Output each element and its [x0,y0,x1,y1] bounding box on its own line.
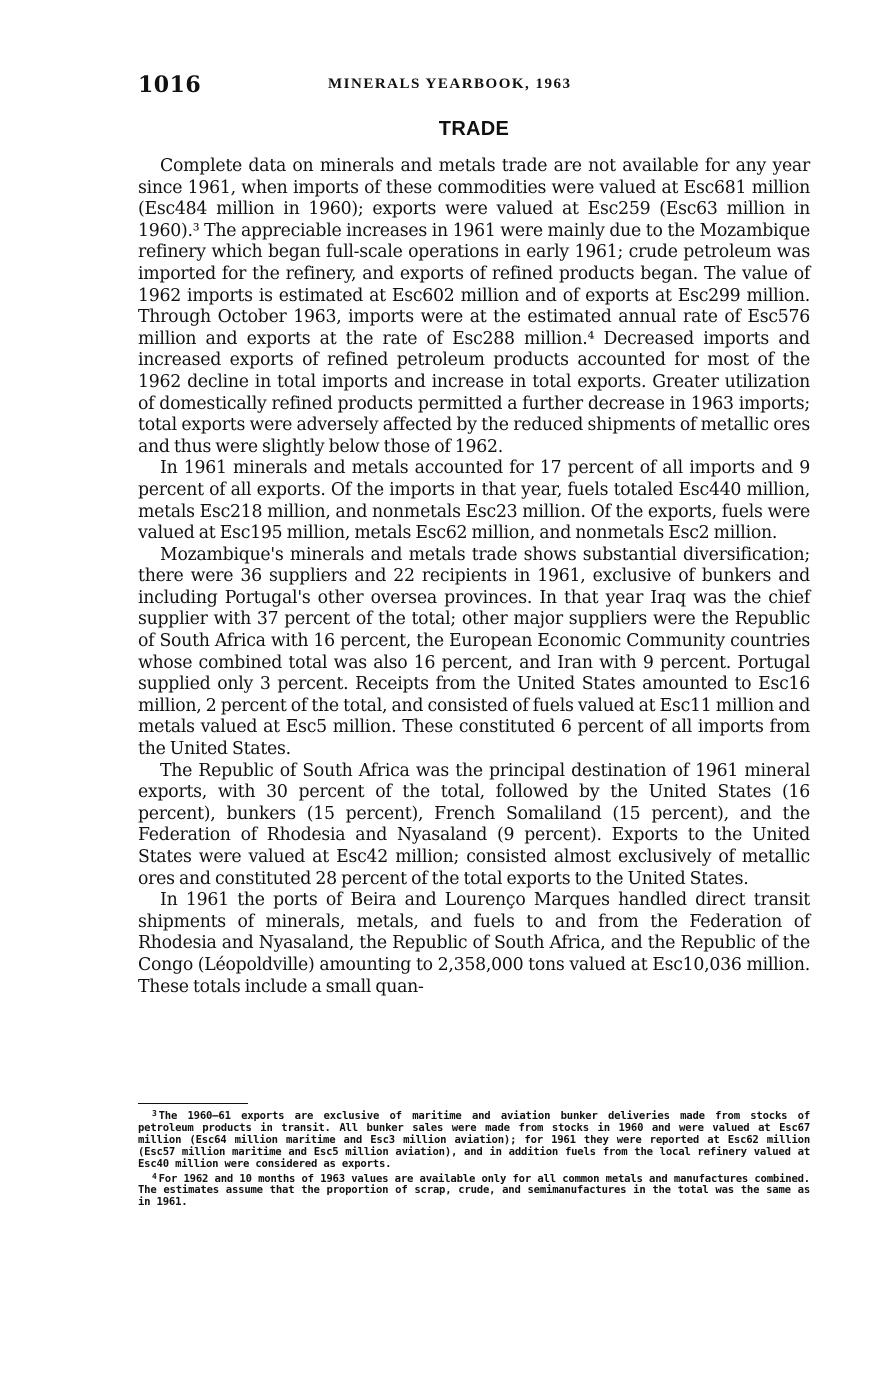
paragraph: Complete data on minerals and metals trade are not available for any year since 1961, when imports of these commodities were valued at Esc681 million (Esc484 million in 1960); exports were valued at Esc259 (Esc63 million in 1960).³ The appreciable increases in 1961 were mainly due to the Mozambique refinery which began full-scale operations in early 1961; crude petroleum was imported for the refinery, and exports of refined products began. The value of 1962 imports is estimated at Esc602 million and of exports at Esc299 million. Through October 1963, imports were at the estimated annual rate of Esc576 million and exports at the rate of Esc288 million.⁴ Decreased imports and increased exports of refined petroleum products accounted for most of the 1962 decline in total imports and increase in total exports. Greater utilization of domestically refined products permitted a further decrease in 1963 imports; total exports were adversely affected by the reduced shipments of metallic ores and thus were slightly below those of 1962. [138,156,810,457]
page-number: 1016 [138,72,202,98]
paragraph: In 1961 minerals and metals accounted for 17 percent of all imports and 9 percent of all exports. Of the imports in that year, fuels totaled Esc440 million, metals Esc218 million, and nonmetals Esc23 million. Of the exports, fuels were valued at Esc195 million, metals Esc62 million, and nonmetals Esc2 million. [138,458,810,544]
running-title: MINERALS YEARBOOK, 1963 [328,76,572,92]
body-text [138,156,810,998]
footnote [138,1108,810,1171]
paragraph: The Republic of South Africa was the principal destination of 1961 mineral exports, with 30 percent of the total, followed by the United States (16 percent), bunkers (15 percent), French Somaliland (15 percent), and the Federation of Rhodesia and Nyasaland (9 percent). Exports to the United States were valued at Esc42 million; consisted almost exclusively of metallic ores and constituted 28 percent of the total exports to the United States. [138,760,810,889]
footnote-divider [138,1103,248,1104]
footnotes [138,1108,810,1209]
section-title: TRADE [438,118,510,140]
footnote-text: The 1960–61 exports are exclusive of maritime and aviation bunker deliveries made from stocks of petroleum products in transit. All bunker sales were made from stocks in 1960 and were valued at Esc67 million (Esc64 million maritime and Esc3 million aviation); for 1961 they were reported at Esc62 million (Esc57 million maritime and Esc5 million aviation), and in addition fuels from the local refinery valued at Esc40 million were considered as exports. [138,1110,810,1170]
footnote [138,1171,810,1210]
footnote-marker: 4 [152,1171,157,1181]
paragraph: In 1961 the ports of Beira and Lourenço Marques handled direct transit shipments of minerals, metals, and fuels to and from the Federation of Rhodesia and Nyasaland, the Republic of South Africa, and the Republic of the Congo (Léopoldville) amounting to 2,358,000 tons valued at Esc10,036 million. These totals include a small quan- [138,890,810,997]
footnote-text: For 1962 and 10 months of 1963 values are available only for all common metals and manufactures combined. The estimates assume that the proportion of scrap, crude, and semimanufactures in the total was the same as in 1961. [138,1172,810,1209]
paragraph: Mozambique's minerals and metals trade shows substantial diversification; there were 36 suppliers and 22 recipients in 1961, exclusive of bunkers and including Portugal's other oversea provinces. In that year Iraq was the chief supplier with 37 percent of the total; other major suppliers were the Republic of South Africa with 16 percent, the European Economic Community countries whose combined total was also 16 percent, and Iran with 9 percent. Portugal supplied only 3 percent. Receipts from the United States amounted to Esc16 million, 2 percent of the total, and consisted of fuels valued at Esc11 million and metals valued at Esc5 million. These constituted 6 percent of all imports from the United States. [138,544,811,760]
footnote-marker: 3 [152,1109,157,1118]
running-header [138,72,810,100]
